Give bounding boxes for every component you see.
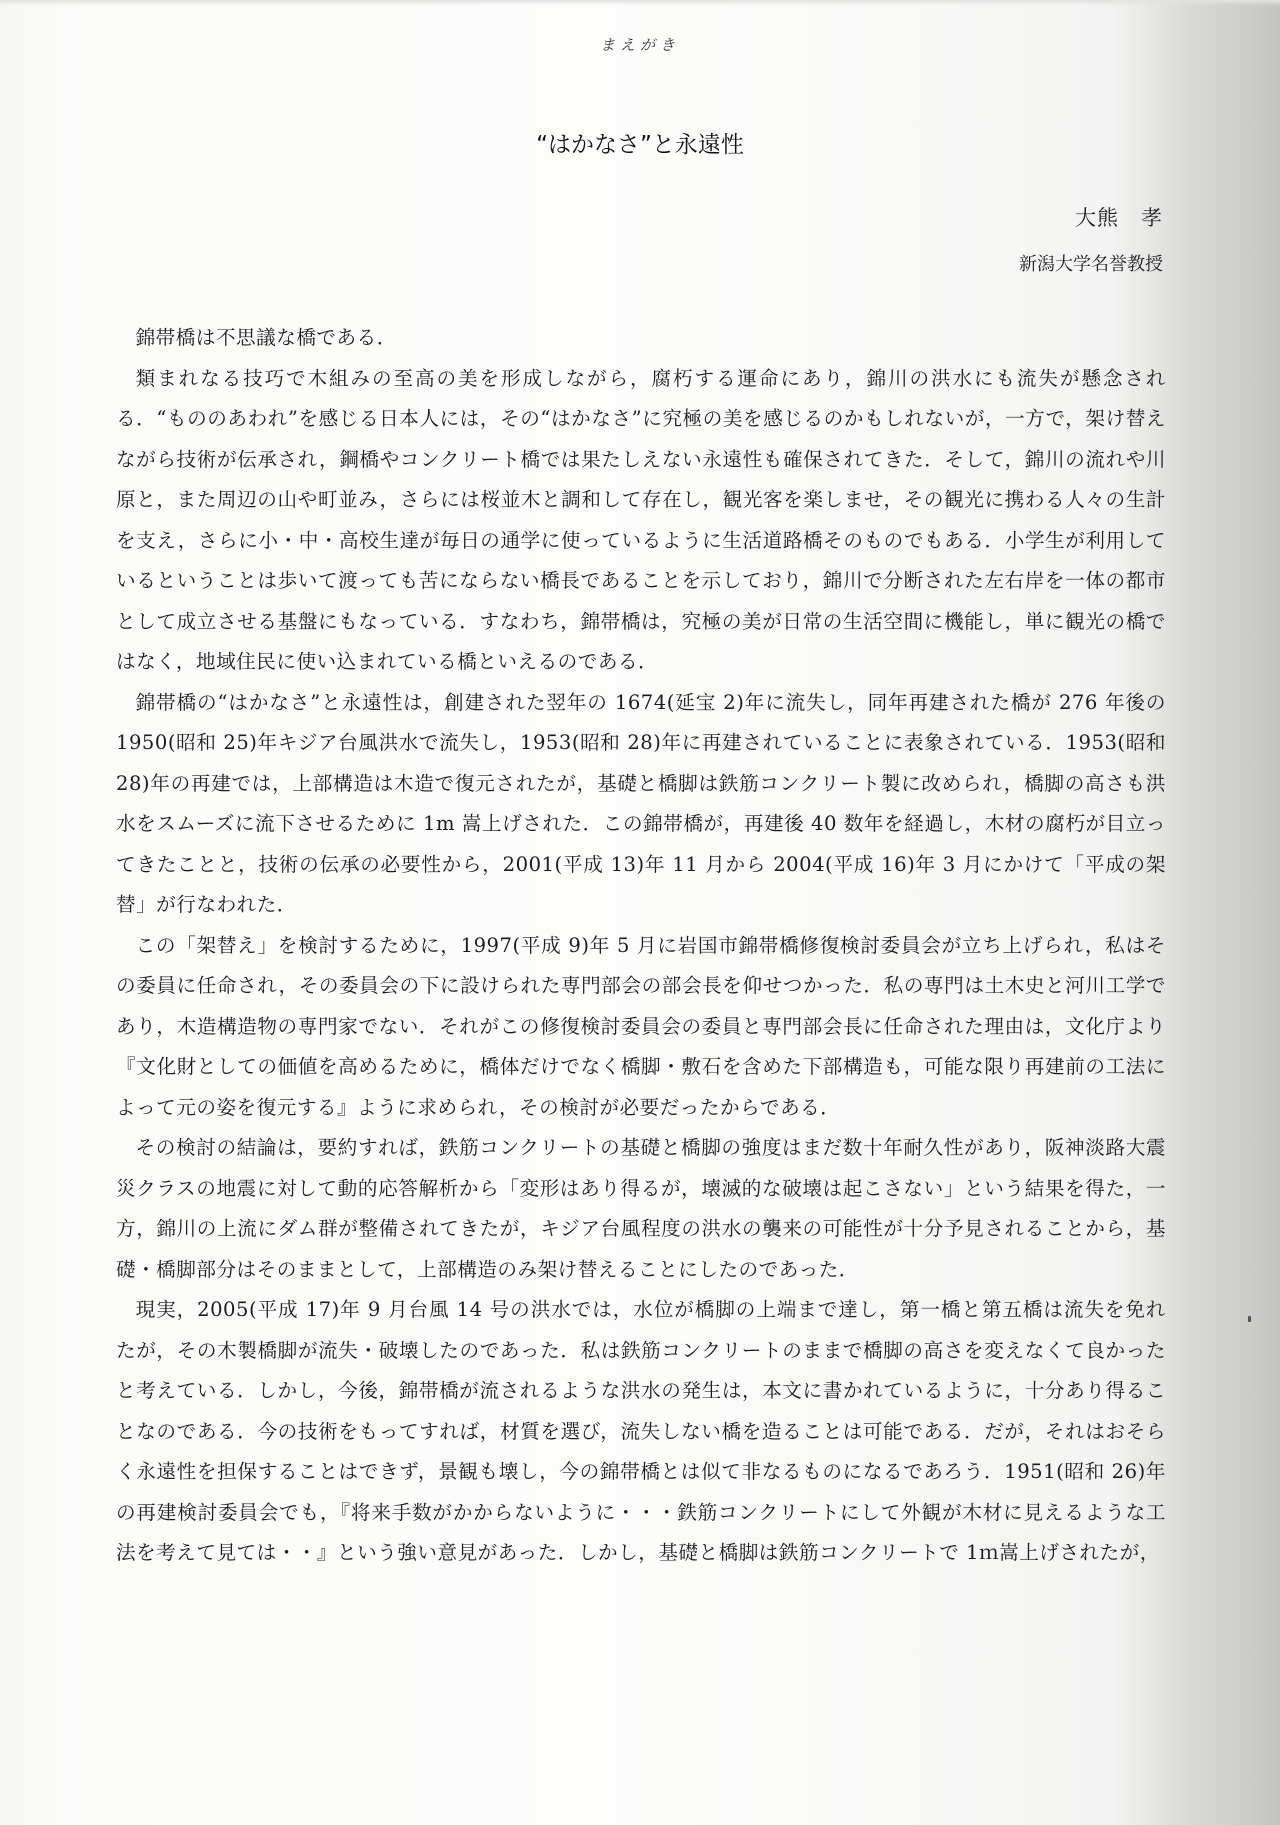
paragraph: 錦帯橋の“はかなさ”と永遠性は，創建された翌年の 1674(延宝 2)年に流失し，同年再建された橋が 276 年後の 1950(昭和 25)年キジア台風洪水で流失し，1953(昭和 28)年に再建されていることに表象されている．1953(昭和 28)年の再建では，上部構造は木造で復元されたが，基礎と橋脚は鉄筋コンクリート製に改められ，橋脚の高さも洪水をスムーズに流下させるために 1m 嵩上げされた．この錦帯橋が，再建後 40 数年を経過し，木材の腐朽が目立ってきたことと，技術の伝承の必要性から，2001(平成 13)年 11 月から 2004(平成 16)年 3 月にかけて「平成の架替」が行なわれた． [116, 690, 1166, 916]
paragraph: 現実，2005(平成 17)年 9 月台風 14 号の洪水では，水位が橋脚の上端まで達し，第一橋と第五橋は流失を免れたが，その木製橋脚が流失・破壊したのであった．私は鉄筋コンクリートのままで橋脚の高さを変えなくて良かったと考えている．しかし，今後，錦帯橋が流されるような洪水の発生は，本文に書かれているように，十分あり得ることなのである．今の技術をもってすれば，材質を選び，流失しない橋を造ることは可能である．だが，それはおそらく永遠性を担保することはできず，景観も壊し，今の錦帯橋とは似て非なるものになるであろう．1951(昭和 26)年の再建検討委員会でも，『将来手数がかからないように・・・鉄筋コンクリートにして外観が木材に見えるような工法を考えて見ては・・』という強い意見があった．しかし，基礎と橋脚は鉄筋コンクリートで 1ｍ嵩上げされたが， [116, 1298, 1166, 1564]
paragraph: この「架替え」を検討するために，1997(平成 9)年 5 月に岩国市錦帯橋修復検討委員会が立ち上げられ，私はその委員に任命され，その委員会の下に設けられた専門部会の部会長を仰せつかった．私の専門は土木史と河川工学であり，木造構造物の専門家でない．それがこの修復検討委員会の委員と専門部会長に任命された理由は，文化庁より『文化財としての価値を高めるために，橋体だけでなく橋脚・敷石を含めた下部構造も，可能な限り再建前の工法によって元の姿を復元する』ように求められ，その検討が必要だったからである． [116, 933, 1166, 1119]
paragraph: 類まれなる技巧で木組みの至高の美を形成しながら，腐朽する運命にあり，錦川の洪水にも流失が懸念される．“もののあわれ”を感じる日本人には，その“はかなさ”に究極の美を感じるのかもしれないが，一方で，架け替えながら技術が伝承され，鋼橋やコンクリート橋では果たしえない永遠性も確保されてきた．そして，錦川の流れや川原と，また周辺の山や町並み，さらには桜並木と調和して存在し，観光客を楽しませ，その観光に携わる人々の生計を支え，さらに小・中・高校生達が毎日の通学に使っているように生活道路橋そのものでもある．小学生が利用しているということは歩いて渡っても苦にならない橋長であることを示しており，錦川で分断された左右岸を一体の都市として成立させる基盤にもなっている．すなわち，錦帯橋は，究極の美が日常の生活空間に機能し，単に観光の橋ではなく，地域住民に使い込まれている橋といえるのである． [116, 366, 1166, 673]
author-affiliation: 新潟大学名誉教授 [1019, 254, 1163, 275]
body-text [116, 318, 1166, 1574]
article-title: “はかなさ”と永遠性 [536, 132, 744, 158]
author-name: 大熊 孝 [1075, 206, 1163, 230]
paragraph: 錦帯橋は不思議な橋である． [135, 326, 397, 349]
binding-mark [1248, 1316, 1251, 1322]
page-top-edge [0, 0, 1280, 6]
running-head: まえがき [599, 36, 680, 54]
paragraph: その検討の結論は，要約すれば，鉄筋コンクリートの基礎と橋脚の強度はまだ数十年耐久性があり，阪神淡路大震災クラスの地震に対して動的応答解析から「変形はあり得るが，壊滅的な破壊は起こさない」という結果を得た，一方，錦川の上流にダム群が整備されてきたが，キジア台風程度の洪水の襲来の可能性が十分予見されることから，基礎・橋脚部分はそのままとして，上部構造のみ架け替えることにしたのであった． [116, 1136, 1166, 1281]
